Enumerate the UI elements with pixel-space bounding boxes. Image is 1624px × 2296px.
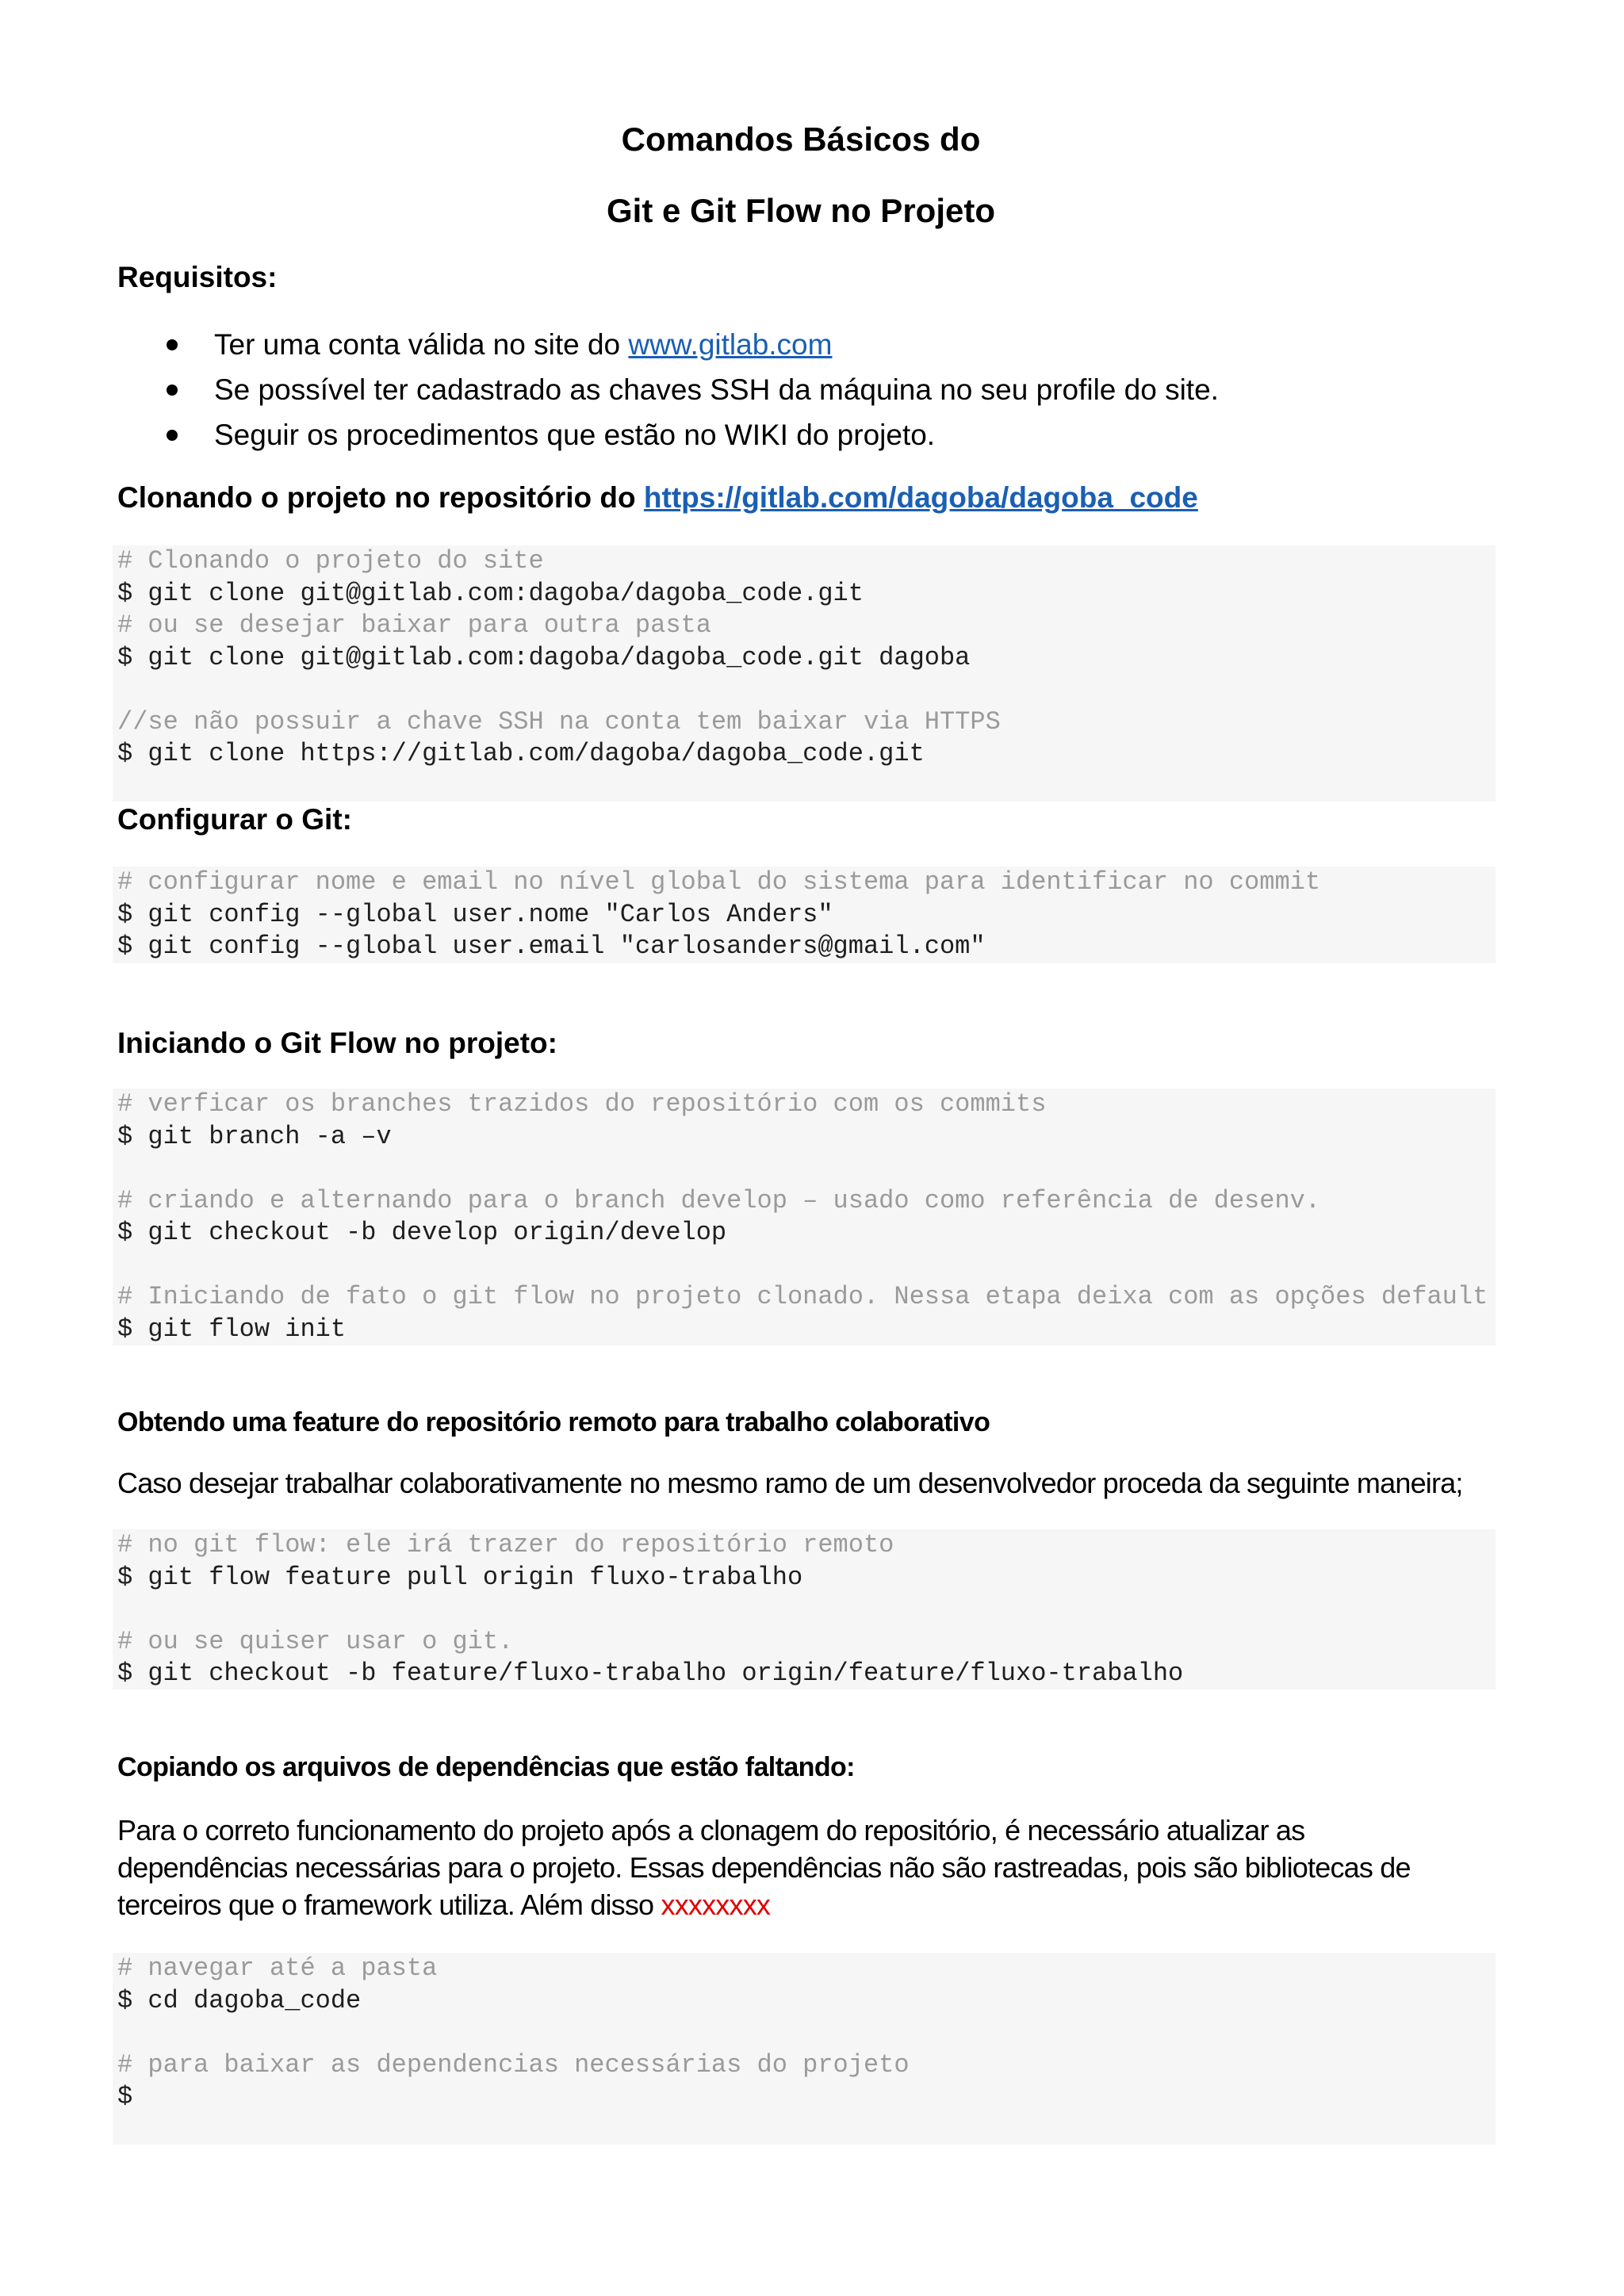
- requisito-text: Ter uma conta válida no site do: [214, 328, 629, 361]
- code-command-line: $ git clone git@gitlab.com:dagoba/dagoba_code.git dagoba: [117, 642, 971, 672]
- code-command-line: $ git flow feature pull origin fluxo-trabalho: [117, 1562, 803, 1592]
- code-command-line: $ git config --global user.nome "Carlos Anders": [117, 899, 833, 929]
- dependencias-code-block[interactable]: [113, 1953, 1496, 2145]
- bullet-icon: [167, 339, 178, 350]
- code-command-line: $ git clone https://gitlab.com/dagoba/dagoba_code.git: [117, 739, 925, 768]
- requisito-text: Se possível ter cadastrado as chaves SSH da máquina no seu profile do site.: [214, 373, 1219, 406]
- code-comment-line: # no git flow: ele irá trazer do repositório remoto: [117, 1530, 894, 1559]
- code-command-line: [117, 2017, 1496, 2049]
- code-comment-line: # criando e alternando para o branch develop – usado como referência de desenv.: [117, 1185, 1321, 1215]
- dependencias-paragraph: [117, 1812, 1505, 1923]
- dependencias-heading: Copiando os arquivos de dependências que estão faltando:: [117, 1752, 855, 1782]
- code-comment-line: # ou se desejar baixar para outra pasta: [117, 610, 711, 640]
- configurar-heading: Configurar o Git:: [117, 803, 352, 836]
- configurar-code-block[interactable]: [113, 867, 1496, 963]
- repository-link[interactable]: https://gitlab.com/dagoba/dagoba_code: [643, 481, 1198, 514]
- paragraph-line: dependências necessárias para o projeto. Essas dependências não são rastreadas, pois são bibliotecas de: [117, 1851, 1411, 1884]
- code-command-line: $ git flow init: [117, 1314, 347, 1344]
- gitlab-link[interactable]: www.gitlab.com: [628, 328, 833, 361]
- paragraph-line: terceiros que o framework utiliza. Além disso: [117, 1888, 661, 1921]
- code-command-line: [117, 1249, 1496, 1282]
- requisitos-list: [117, 322, 1219, 457]
- bullet-icon: [167, 385, 178, 396]
- document-title-line2: Git e Git Flow no Projeto: [607, 192, 995, 229]
- requisito-text: Seguir os procedimentos que estão no WIKI do projeto.: [214, 419, 936, 451]
- requisito-item: [117, 367, 1219, 412]
- code-comment-line: # ou se quiser usar o git.: [117, 1626, 514, 1656]
- code-command-line: $ cd dagoba_code: [117, 1985, 362, 2015]
- feature-heading: Obtendo uma feature do repositório remoto para trabalho colaborativo: [117, 1407, 990, 1437]
- code-command-line: $ git config --global user.email "carlosanders@gmail.com": [117, 932, 986, 961]
- code-comment-line: # Clonando o projeto do site: [117, 546, 544, 576]
- code-command-line: $ git clone git@gitlab.com:dagoba/dagoba_code.git: [117, 578, 864, 608]
- bullet-icon: [167, 430, 178, 441]
- code-comment-line: # verficar os branches trazidos do repositório com os commits: [117, 1089, 1047, 1119]
- placeholder-highlight: xxxxxxxx: [661, 1888, 771, 1921]
- requisitos-heading: Requisitos:: [117, 261, 278, 293]
- code-command-line: $: [117, 2082, 133, 2111]
- code-command-line: [117, 1153, 1496, 1185]
- paragraph-line: Para o correto funcionamento do projeto após a clonagem do repositório, é necessário atualizar as: [117, 1814, 1305, 1846]
- code-command-line: [117, 1594, 1496, 1626]
- code-command-line: $ git checkout -b develop origin/develop: [117, 1218, 727, 1247]
- feature-paragraph: Caso desejar trabalhar colaborativamente no mesmo ramo de um desenvolvedor proceda da seguinte maneira;: [117, 1467, 1463, 1499]
- code-comment-line: # para baixar as dependencias necessárias do projeto: [117, 2049, 910, 2080]
- document-title-line1: Comandos Básicos do: [621, 121, 981, 158]
- clonando-heading: [117, 480, 1198, 516]
- code-command-line: $ git branch -a –v: [117, 1121, 392, 1151]
- clonando-heading-text: Clonando o projeto no repositório do: [117, 481, 644, 514]
- iniciando-code-block[interactable]: [113, 1089, 1496, 1345]
- code-command-line: [117, 674, 1496, 706]
- code-comment-line: # Iniciando de fato o git flow no projeto clonado. Nessa etapa deixa com as opções default: [117, 1282, 1488, 1311]
- requisito-item: [117, 322, 1219, 367]
- code-comment-line: # configurar nome e email no nível global do sistema para identificar no commit: [117, 867, 1321, 897]
- iniciando-heading: Iniciando o Git Flow no projeto:: [117, 1027, 557, 1059]
- feature-code-block[interactable]: [113, 1529, 1496, 1689]
- code-comment-line: //se não possuir a chave SSH na conta tem baixar via HTTPS: [117, 706, 1001, 737]
- code-command-line: $ git checkout -b feature/fluxo-trabalho origin/feature/fluxo-trabalho: [117, 1659, 1184, 1688]
- clonando-code-block[interactable]: [113, 545, 1496, 802]
- code-comment-line: # navegar até a pasta: [117, 1954, 438, 1983]
- requisito-item: [117, 412, 1219, 457]
